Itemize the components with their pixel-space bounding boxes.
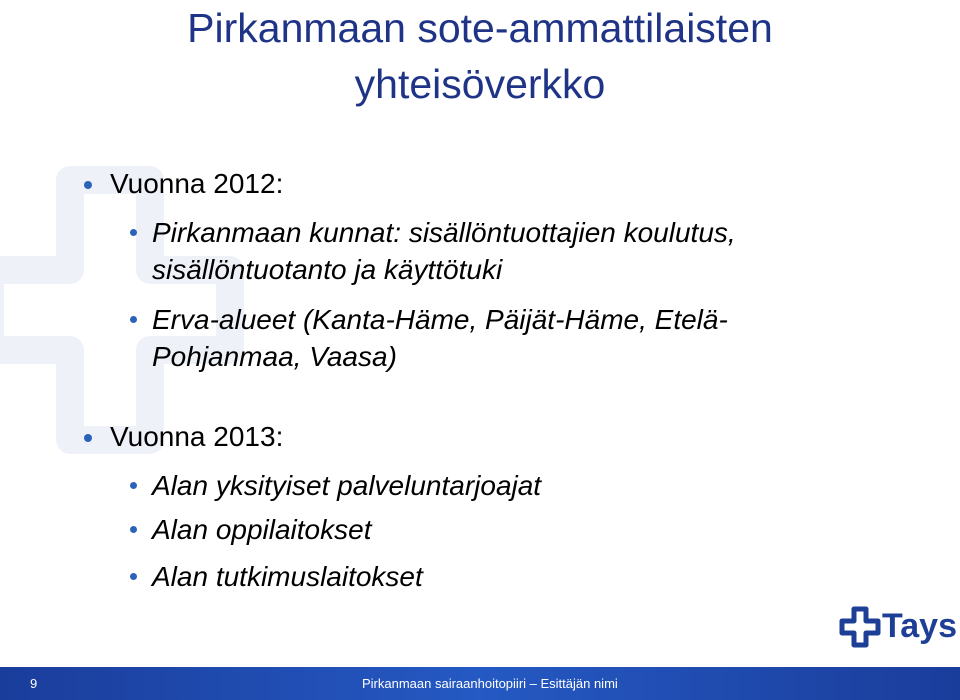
list-item: Erva-alueet (Kanta-Häme, Päijät-Häme, Etelä- [152,304,728,335]
section-label: Vuonna [110,168,206,199]
bullet-dot [84,434,92,442]
slide-title [0,0,960,112]
tays-logo [838,605,957,655]
bullet-dot [84,181,92,189]
bullet-dot [130,316,137,323]
slide-title-line1: Pirkanmaan sote-ammattilaisten [187,5,773,51]
page-number: 9 [30,676,38,691]
section-label: Vuonna [110,421,206,452]
list-item: Alan tutkimuslaitokset [152,561,423,592]
bullet-dot [130,229,137,236]
list-item: sisällöntuotanto ja käyttötuki [152,254,503,285]
footer-text: Pirkanmaan sairaanhoitopiiri – Esittäjän nimi [362,676,618,691]
footer-bar [0,667,960,700]
section-suffix: : [275,421,284,452]
section-year: 2013 [213,421,276,452]
list-item: Alan yksityiset palveluntarjoajat [152,470,542,501]
section-year: 2012 [213,168,276,199]
section-suffix: : [275,168,284,199]
logo-text: Tays [882,607,957,645]
bullet-dot [130,573,137,580]
bullet-dot [130,482,137,489]
tays-star-icon [838,605,882,653]
list-item: Alan oppilaitokset [152,514,372,545]
section-heading-2013 [110,421,283,453]
section-heading-2012 [110,168,283,200]
list-item: Pohjanmaa, Vaasa) [152,341,397,372]
list-item: Pirkanmaan kunnat: sisällöntuottajien koulutus, [152,217,736,248]
slide-title-line2: yhteisöverkko [354,61,606,107]
bullet-dot [130,526,137,533]
